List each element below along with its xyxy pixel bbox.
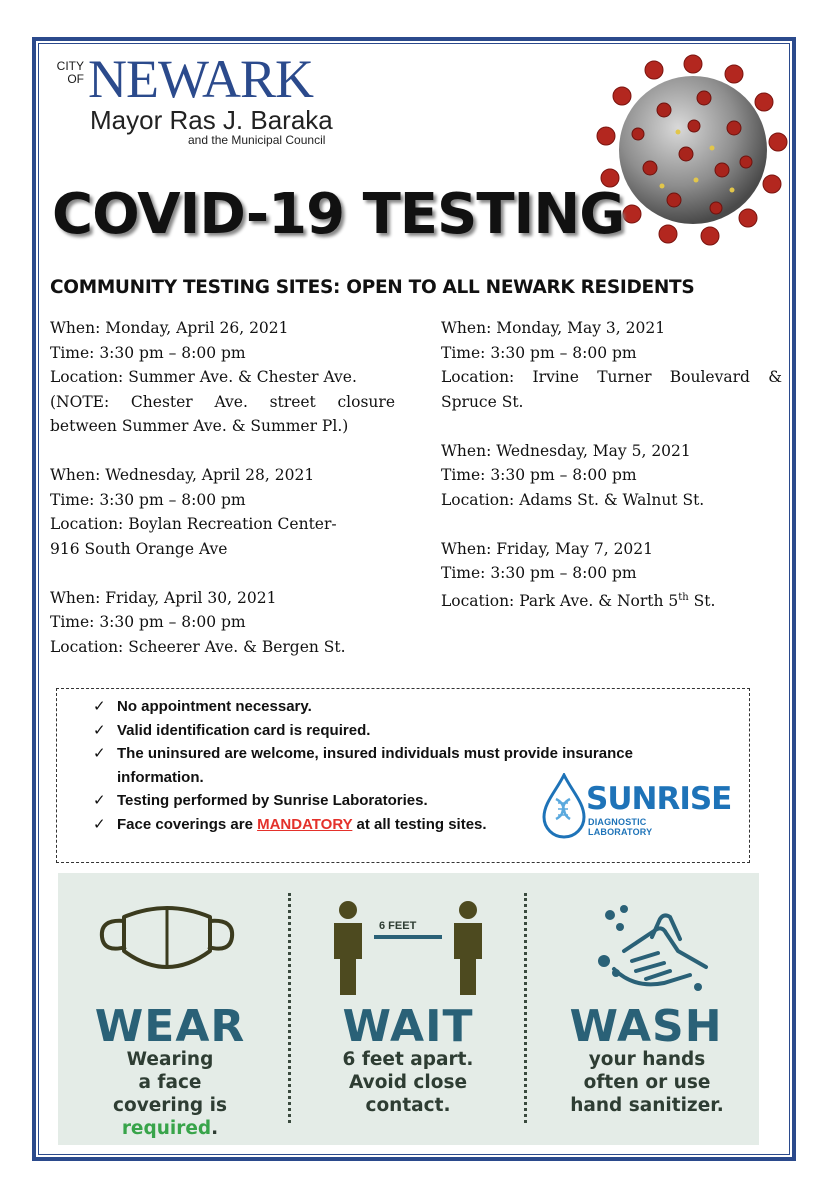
entry-location-suffix: St. <box>688 591 716 610</box>
hand-washing-icon <box>594 903 714 999</box>
face-mask-icon <box>96 903 238 977</box>
entry-time: Time: 3:30 pm – 8:00 pm <box>50 613 246 631</box>
entry-time: Time: 3:30 pm – 8:00 pm <box>441 564 637 582</box>
requirement-text-suffix: at all testing sites. <box>352 815 487 833</box>
page-title: COVID-19 TESTING <box>52 182 625 247</box>
logo-newark: NEWARK <box>88 49 313 109</box>
check-icon: ✓ <box>93 792 106 809</box>
entry-when: When: Friday, April 30, 2021 <box>50 588 277 607</box>
check-icon: ✓ <box>93 815 106 833</box>
requirement-item <box>93 695 697 719</box>
wait-description <box>320 1048 496 1117</box>
entry-when: When: Wednesday, May 5, 2021 <box>441 441 691 460</box>
requirement-text: Valid identification card is required. <box>117 721 371 739</box>
newark-logo <box>56 49 336 147</box>
wash-line: your hands <box>588 1049 706 1070</box>
requirement-text: No appointment necessary. <box>117 698 312 715</box>
schedule-left-column <box>50 316 400 684</box>
wait-line: 6 feet apart. <box>342 1049 474 1070</box>
social-distance-icon <box>328 901 488 997</box>
entry-location-line2: Spruce St. <box>441 392 524 411</box>
wear-line <box>90 1117 250 1140</box>
wait-line: contact. <box>365 1095 451 1116</box>
mandatory-emphasis: MANDATORY <box>257 815 353 833</box>
logo-city-of <box>56 60 84 86</box>
dotted-divider <box>524 893 527 1123</box>
wash-heading: WASH <box>569 1001 723 1052</box>
logo-mayor: Mayor Ras J. Baraka <box>90 105 333 135</box>
wait-line: Avoid close <box>348 1072 468 1093</box>
testing-entry <box>50 316 400 439</box>
entry-location: Location: Irvine Turner Boulevard & <box>441 368 782 386</box>
entry-location-superscript: th <box>678 591 689 603</box>
check-icon: ✓ <box>93 698 106 715</box>
dotted-divider <box>288 893 291 1123</box>
entry-time: Time: 3:30 pm – 8:00 pm <box>441 343 637 362</box>
entry-location: Location: Summer Ave. & Chester Ave. <box>50 368 357 386</box>
sunrise-logo <box>542 773 732 843</box>
logo-city-text: CITY <box>56 59 84 73</box>
entry-location-line2: 916 South Orange Ave <box>50 539 228 558</box>
six-feet-label: 6 FEET <box>379 920 417 932</box>
wait-heading: WAIT <box>342 1001 474 1052</box>
requirement-text: The uninsured are welcome, insured individuals must provide insurance information. <box>117 745 633 786</box>
entry-time: Time: 3:30 pm – 8:00 pm <box>441 466 637 484</box>
wear-description <box>90 1048 250 1140</box>
wash-description <box>552 1048 742 1117</box>
wash-line: hand sanitizer. <box>570 1095 724 1116</box>
wear-line: Wearing <box>126 1049 214 1070</box>
testing-entry <box>50 586 400 660</box>
testing-entry <box>441 537 782 614</box>
entry-note: (NOTE: Chester Ave. street closure between Summer Ave. & Summer Pl.) <box>50 392 395 435</box>
wear-line: covering is <box>113 1095 227 1116</box>
entry-when: When: Monday, April 26, 2021 <box>50 319 289 337</box>
sunrise-wordmark: SUNRISE <box>586 781 732 817</box>
requirement-text: Testing performed by Sunrise Laboratories. <box>117 792 428 809</box>
requirement-text: Face coverings are <box>117 815 258 833</box>
dna-drop-icon <box>542 773 586 839</box>
check-icon: ✓ <box>93 721 106 739</box>
sunrise-subtitle: DIAGNOSTIC LABORATORY <box>588 817 653 837</box>
wear-required-period: . <box>211 1118 219 1139</box>
entry-location-text: Location: Park Ave. & North 5 <box>441 591 679 610</box>
wear-line: a face <box>138 1072 202 1093</box>
entry-when: When: Monday, May 3, 2021 <box>441 319 666 337</box>
requirement-item <box>93 719 697 743</box>
safety-panel <box>58 873 759 1145</box>
schedule-right-column <box>441 316 782 638</box>
logo-of-text: OF <box>67 72 84 86</box>
entry-when: When: Wednesday, April 28, 2021 <box>50 466 315 484</box>
logo-council: and the Municipal Council <box>188 133 326 147</box>
wear-heading: WEAR <box>94 1001 246 1052</box>
testing-entry <box>50 463 400 561</box>
check-icon: ✓ <box>93 745 106 762</box>
testing-entry <box>441 316 782 414</box>
entry-location: Location: Boylan Recreation Center- <box>50 515 337 533</box>
entry-location: Location: Adams St. & Walnut St. <box>441 490 705 509</box>
entry-location: Location: Scheerer Ave. & Bergen St. <box>50 637 346 656</box>
wash-line: often or use <box>583 1072 711 1093</box>
testing-entry <box>441 439 782 513</box>
entry-when: When: Friday, May 7, 2021 <box>441 539 654 558</box>
page-subtitle: COMMUNITY TESTING SITES: OPEN TO ALL NEWARK RESIDENTS <box>50 277 695 298</box>
entry-time: Time: 3:30 pm – 8:00 pm <box>50 490 246 509</box>
wear-required-text: required <box>121 1118 212 1139</box>
entry-time: Time: 3:30 pm – 8:00 pm <box>50 343 246 362</box>
entry-location <box>441 586 782 614</box>
